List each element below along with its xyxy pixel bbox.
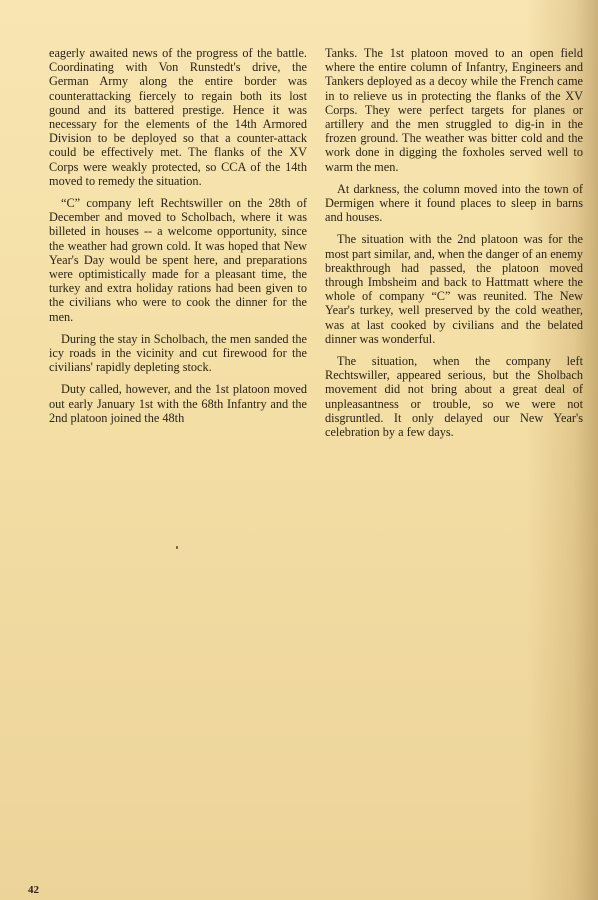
right-column bbox=[325, 46, 583, 447]
left-column bbox=[49, 46, 307, 433]
paragraph: Duty called, however, and the 1st platoon moved out early January 1st with the 68th Infantry and the 2nd platoon joined the 48th bbox=[49, 382, 307, 425]
paragraph: “C” company left Rechtswiller on the 28th of December and moved to Scholbach, where it was billeted in houses -- a welcome opportunity, since the weather had grown cold. It was hoped that New Year's Day would be spent here, and preparations were optimistically made for a pleasant time, the turkey and extra holiday rations had been given to the civilians who were to cook the dinner for the men. bbox=[49, 196, 307, 324]
paragraph: eagerly awaited news of the progress of the battle. Coordinating with Von Runstedt's drive, the German Army along the entire border was counterattacking fiercely to regain both its lost gound and its battered prestige. Hence it was necessary for the elements of the 14th Armored Division to be deployed so that a counter-attack could be effectively met. The flanks of the XV Corps were weakly protected, so CCA of the 14th moved to remedy the situation. bbox=[49, 46, 307, 188]
paragraph: The situation with the 2nd platoon was for the most part similar, and, when the danger of an enemy breakthrough had passed, the platoon moved through Imbsheim and back to Hattmatt where the whole of company “C” was reunited. The New Year's turkey, well preserved by the cold weather, was at last cooked by civilians and the belated dinner was wonderful. bbox=[325, 232, 584, 346]
paragraph: Tanks. The 1st platoon moved to an open field where the entire column of Infantry, Engineers and Tankers deployed as a decoy while the French came in to relieve us in protecting the flanks of the XV Corps. They were perfect targets for planes or artillery and the men struggled to dig-in in the frozen ground. The weather was bitter cold and the work done in digging the foxholes served well to warm the men. bbox=[325, 46, 583, 174]
paper-speck bbox=[176, 546, 178, 549]
paragraph: The situation, when the company left Rechtswiller, appeared serious, but the Sholbach movement did not bring about a great deal of unpleasantness or trouble, so we were not disgruntled. It only delayed our New Year's celebration by a few days. bbox=[325, 354, 583, 440]
page-number: 42 bbox=[28, 884, 39, 896]
paragraph: During the stay in Scholbach, the men sanded the icy roads in the vicinity and cut firewood for the civilians' rapidly depleting stock. bbox=[49, 331, 307, 375]
paragraph: At darkness, the column moved into the town of Dermigen where it found places to sleep in barns and houses. bbox=[325, 181, 583, 225]
